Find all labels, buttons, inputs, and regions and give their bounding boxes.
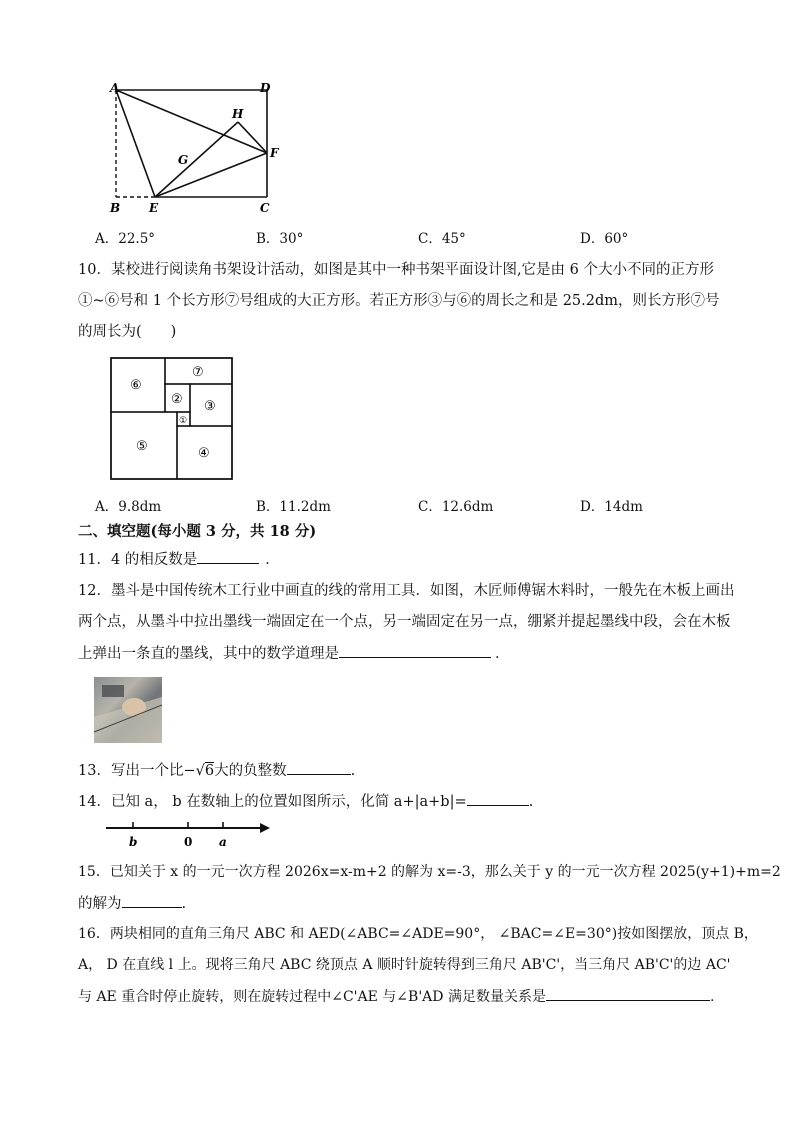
q10-option-c: C．12.6dm [418, 499, 494, 515]
label-B: B [110, 201, 121, 215]
ink-marker-photo [94, 677, 162, 743]
q14 [78, 791, 533, 812]
q15-line1: 15．已知关于 x 的一元一次方程 2026x=x-m+2 的解为 x=-3，那么关于 y 的一元一次方程 2025(y+1)+m=2 [78, 864, 781, 880]
label-b: b [129, 835, 138, 849]
q15-end: . [181, 896, 187, 912]
q9-option-d: D．60° [580, 231, 629, 247]
label-E: E [149, 201, 159, 215]
label-2: ② [171, 392, 183, 407]
q12-end: ． [495, 646, 510, 662]
q10-line1: 10．某校进行阅读角书架设计活动，如图是其中一种书架平面设计图,它是由 6 个大小不同的正方形 [78, 262, 714, 278]
sqrt-symbol: √ [195, 763, 205, 779]
label-C: C [260, 201, 270, 215]
label-F: F [270, 146, 279, 160]
q10-bookshelf-figure [110, 357, 234, 481]
q10-line2: ①~⑥号和 1 个长方形⑦号组成的大正方形。若正方形③与⑥的周长之和是 25.2dm，则长方形⑦号 [78, 293, 720, 309]
q14-text: 14．已知 a， b 在数轴上的位置如图所示，化简 a+|a+b|= [78, 794, 467, 810]
q13-text: 13．写出一个比 [78, 763, 184, 779]
q11 [78, 549, 280, 570]
q16-text: 与 AE 重合时停止旋转，则在旋转过程中∠C'AE 与∠B'AD 满足数量关系是 [78, 989, 546, 1005]
label-A: A [110, 81, 120, 95]
q16-line2: A， D 在直线 l 上。现将三角尺 ABC 绕顶点 A 顺时针旋转得到三角尺 AB'C'，当三角尺 AB'C'的边 AC' [78, 957, 731, 973]
segment-AE [116, 90, 155, 197]
q9-option-c: C．45° [418, 231, 466, 247]
q11-end: ． [265, 552, 280, 568]
q15-text: 的解为 [78, 896, 122, 912]
q16-line1: 16．两块相同的直角三角尺 ABC 和 AED(∠ABC=∠ADE=90°， ∠BAC=∠E=30°)按如图摆放，顶点 B， [78, 926, 758, 942]
q10-option-b: B．11.2dm [256, 499, 331, 515]
q9-geometry-figure [104, 78, 288, 216]
label-1: ① [179, 416, 188, 426]
q13-answer-blank[interactable] [287, 760, 351, 775]
q16-end: . [709, 989, 715, 1005]
label-G: G [178, 153, 189, 167]
label-3: ③ [204, 399, 216, 414]
label-7: ⑦ [192, 365, 204, 380]
q11-answer-blank[interactable] [197, 549, 259, 564]
q15-line2 [78, 893, 186, 914]
q13-end: . [350, 763, 356, 779]
label-a: a [219, 835, 227, 849]
label-6: ⑥ [130, 378, 142, 393]
number-line [102, 818, 274, 852]
label-zero: 0 [184, 835, 193, 849]
section2-title: 二、填空题(每小题 3 分，共 18 分) [78, 523, 317, 540]
q10-option-d: D．14dm [580, 499, 643, 515]
q14-end: . [528, 794, 534, 810]
q15-answer-blank[interactable] [122, 893, 182, 908]
q9-option-b: B．30° [256, 231, 304, 247]
q12-line1: 12．墨斗是中国传统木工行业中画直的线的常用工具．如图，木匠师傅锯木料时，一般先在木板上画出 [78, 583, 735, 599]
q13-text-2: 大的负整数 [214, 763, 287, 779]
q14-answer-blank[interactable] [467, 791, 529, 806]
axis-arrow-icon [260, 823, 270, 833]
label-D: D [260, 81, 271, 95]
label-H: H [232, 107, 244, 121]
label-4: ④ [198, 446, 210, 461]
q12-line3-text: 上弹出一条直的墨线，其中的数学道理是 [78, 646, 339, 662]
q12-answer-blank[interactable] [339, 643, 491, 658]
outer-square [111, 358, 232, 479]
segment-HF [238, 122, 267, 153]
segment-EH [155, 122, 238, 197]
q16-answer-blank[interactable] [546, 986, 710, 1001]
q12-line3 [78, 643, 510, 664]
q12-line2: 两个点，从墨斗中拉出墨线一端固定在一个点，另一端固定在另一点，绷紧并提起墨线中段，会在木板 [78, 614, 731, 630]
minus-sign: − [183, 763, 196, 779]
q10-line3: 的周长为( ) [78, 324, 177, 340]
segment-AF [116, 90, 267, 153]
segment-EF [155, 153, 267, 197]
q10-option-a: A．9.8dm [95, 499, 162, 515]
q9-option-a: A．22.5° [95, 231, 156, 247]
q11-text: 11．4 的相反数是 [78, 552, 198, 568]
radicand: 6 [204, 763, 215, 779]
label-5: ⑤ [136, 439, 148, 454]
q16-line3 [78, 986, 714, 1007]
q13 [78, 760, 355, 781]
